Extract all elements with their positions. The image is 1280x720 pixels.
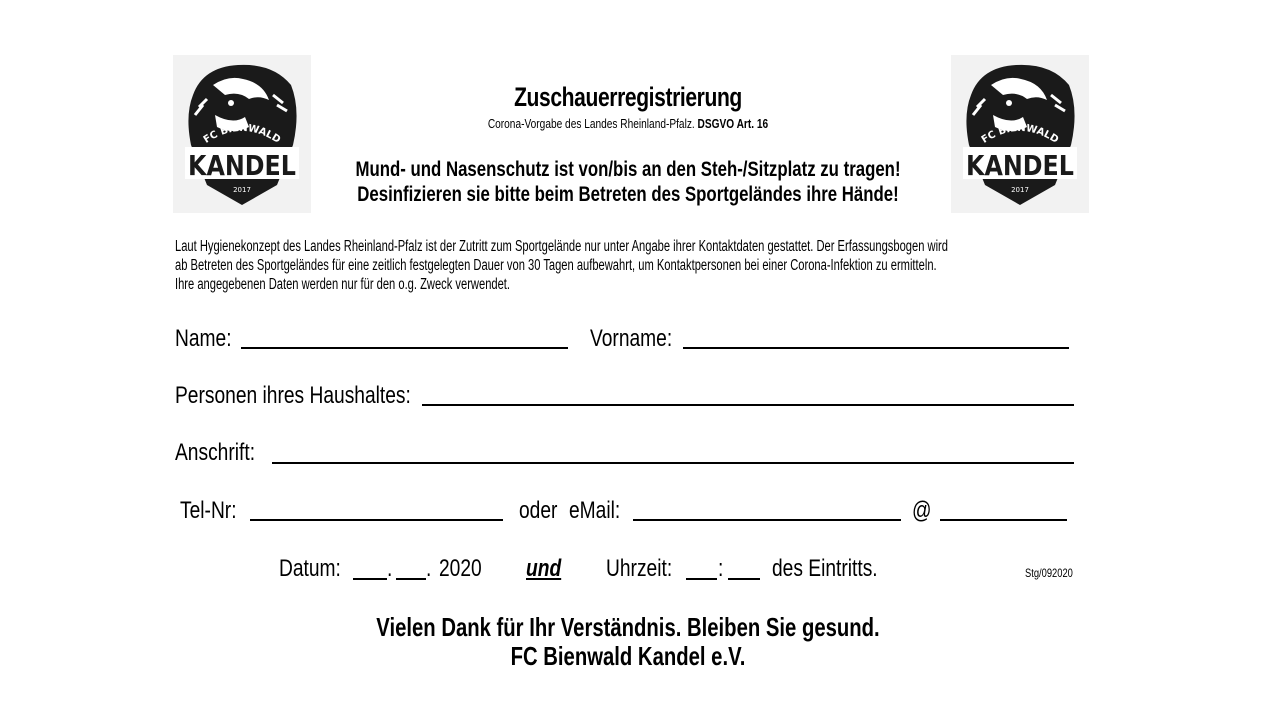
household-field[interactable] — [422, 404, 1074, 406]
logo-year: 2017 — [233, 186, 251, 194]
subtitle-gdpr: DSGVO Art. 16 — [697, 116, 769, 131]
logo-main-text: KANDEL — [188, 150, 296, 183]
email-user-field[interactable] — [633, 519, 901, 521]
name-label: Name: — [175, 325, 232, 352]
logo-main-text: KANDEL — [966, 150, 1074, 183]
club-logo-left — [173, 55, 311, 213]
date-day-field[interactable] — [353, 578, 387, 580]
tel-label: Tel-Nr: — [180, 497, 237, 524]
privacy-notice-line: Laut Hygienekonzept des Landes Rheinland-Pfalz ist der Zutritt zum Sportgelände nur unter Angabe ihrer Kontaktdaten gestattet. Der Erfassungsbogen wird — [175, 238, 948, 255]
name-field[interactable] — [241, 347, 568, 349]
privacy-notice — [175, 237, 1075, 294]
time-hour-field[interactable] — [686, 578, 717, 580]
form-code: Stg/092020 — [1025, 566, 1073, 580]
logo-arc-text: FC BIENWALD — [979, 122, 1061, 146]
date-year: 2020 — [439, 555, 482, 582]
logo-year: 2017 — [1011, 186, 1029, 194]
subtitle-text: Corona-Vorgabe des Landes Rheinland-Pfalz. — [487, 116, 695, 131]
date-separator: . — [426, 555, 432, 582]
date-separator: . — [387, 555, 393, 582]
email-domain-field[interactable] — [940, 519, 1067, 521]
thanks-message: Vielen Dank für Ihr Verständnis. Bleiben Sie gesund. — [376, 612, 880, 642]
date-month-field[interactable] — [396, 578, 426, 580]
vorname-label: Vorname: — [590, 325, 673, 352]
mask-warning: Mund- und Nasenschutz ist von/bis an den Steh-/Sitzplatz zu tragen! — [355, 158, 901, 181]
entry-suffix: des Eintritts. — [772, 555, 878, 582]
time-minute-field[interactable] — [728, 578, 760, 580]
address-field[interactable] — [272, 462, 1074, 464]
oder-label: oder — [519, 497, 558, 524]
logo-arc-text: FC BIENWALD — [201, 122, 283, 146]
time-label: Uhrzeit: — [606, 555, 673, 582]
page-title: Zuschauerregistrierung — [514, 82, 742, 112]
vorname-field[interactable] — [683, 347, 1069, 349]
privacy-notice-line: ab Betreten des Sportgeländes für eine zeitlich festgelegten Dauer von 30 Tagen aufbewahrt, um Kontaktpersonen bei einer Corona-Infektion zu ermitteln. — [175, 257, 937, 274]
time-separator: : — [718, 555, 724, 582]
at-symbol: @ — [912, 497, 932, 524]
email-label: eMail: — [569, 497, 621, 524]
date-label: Datum: — [279, 555, 341, 582]
tel-field[interactable] — [250, 519, 503, 521]
club-name: FC Bienwald Kandel e.V. — [510, 641, 746, 671]
household-label: Personen ihres Haushaltes: — [175, 382, 411, 409]
disinfect-warning: Desinfizieren sie bitte beim Betreten des Sportgeländes ihre Hände! — [357, 183, 899, 206]
club-logo-right — [951, 55, 1089, 213]
address-label: Anschrift: — [175, 439, 256, 466]
und-label: und — [526, 555, 562, 582]
privacy-notice-line: Ihre angegebenen Daten werden nur für den o.g. Zweck verwendet. — [175, 276, 511, 293]
